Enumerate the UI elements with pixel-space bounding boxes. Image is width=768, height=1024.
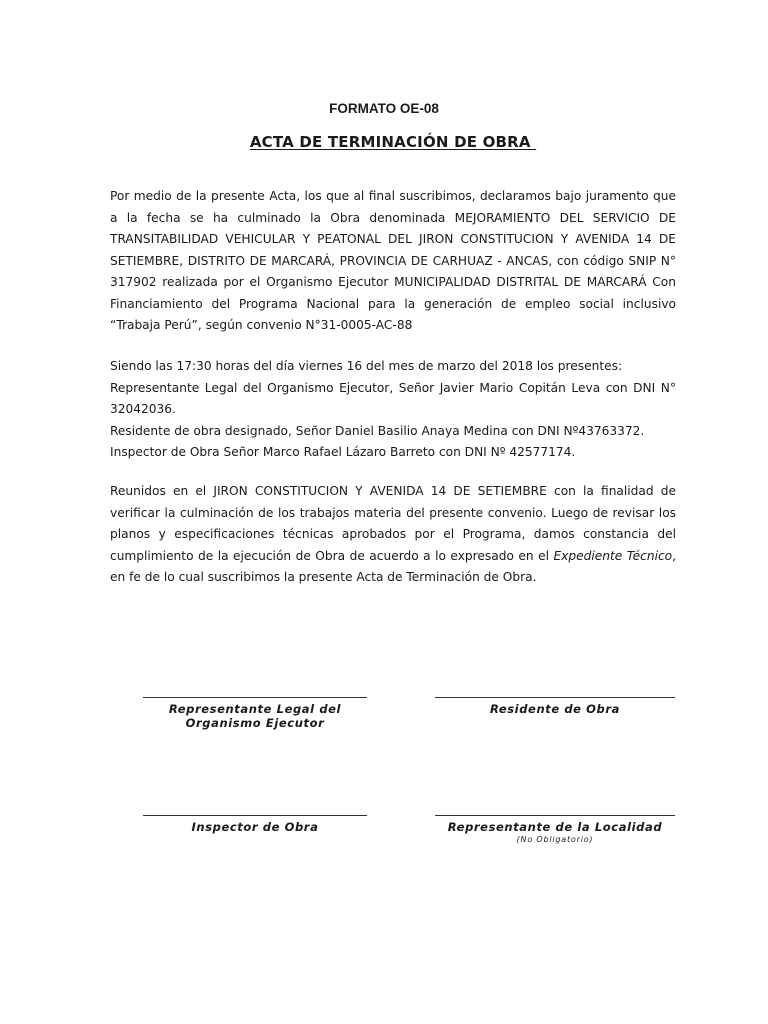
signature-inspector xyxy=(143,815,367,834)
attendees-paragraph xyxy=(110,356,676,464)
signature-line xyxy=(143,697,367,698)
expediente-tecnico-text: Expediente Técnico xyxy=(553,548,673,563)
closing-paragraph xyxy=(110,481,676,589)
closing-text-end: , en fe de lo cual suscribimos la presente Acta de Terminación de Obra. xyxy=(110,548,676,584)
inspector-line: Inspector de Obra Señor Marco Rafael Lázaro Barreto con DNI Nº 42577174. xyxy=(110,445,576,459)
signature-line xyxy=(435,697,675,698)
session-time-line: Siendo las 17:30 horas del día viernes 16 del mes de marzo del 2018 los presentes: xyxy=(110,359,623,373)
signature-label: Representante Legal del Organismo Ejecutor xyxy=(168,702,342,730)
signature-line xyxy=(435,815,675,816)
signature-label: Residente de Obra xyxy=(489,702,621,716)
intro-paragraph: Por medio de la presente Acta, los que al final suscribimos, declaramos bajo juramento que a la fecha se ha culminado la Obra denominada MEJORAMIENTO DEL SERVICIO DE TRANSITABILIDAD VEHICULAR Y PEATONAL DEL JIRON CONSTITUCION Y AVENIDA 14 DE SETIEMBRE, DISTRITO DE MARCARÁ, PROVINCIA DE CARHUAZ - ANCAS, con código SNIP N° 317902 realizada por el Organismo Ejecutor MUNICIPALIDAD DISTRITAL DE MARCARÁ Con Financiamiento del Programa Nacional para la generación de empleo social inclusivo “Trabaja Perú”, según convenio N°31-0005-AC-88 xyxy=(110,189,676,332)
signature-label: Representante de la Localidad xyxy=(447,820,663,834)
legal-rep-line: Representante Legal del Organismo Ejecutor, Señor Javier Mario Copitán Leva con DNI N° 32042036. xyxy=(110,380,676,416)
signature-resident xyxy=(435,697,675,716)
signature-label: Inspector de Obra xyxy=(191,820,319,834)
signature-locality-rep xyxy=(435,815,675,846)
format-code: FORMATO OE-08 xyxy=(329,101,439,116)
signature-line xyxy=(143,815,367,816)
signature-legal-rep xyxy=(143,697,367,730)
resident-line: Residente de obra designado, Señor Daniel Basilio Anaya Medina con DNI Nº43763372. xyxy=(110,423,645,438)
optional-note: (No Obligatorio) xyxy=(516,835,594,844)
document-title: ACTA DE TERMINACIÓN DE OBRA xyxy=(249,133,537,151)
closing-text-start: Reunidos en el JIRON CONSTITUCION Y AVENIDA 14 DE SETIEMBRE con la finalidad de verificar la culminación de los trabajos materia del presente convenio. Luego de revisar los planos y especificaciones técnicas aprobados por el Programa, damos constancia del cumplimiento de la ejecución de Obra de acuerdo a lo expresado en el xyxy=(110,484,676,563)
